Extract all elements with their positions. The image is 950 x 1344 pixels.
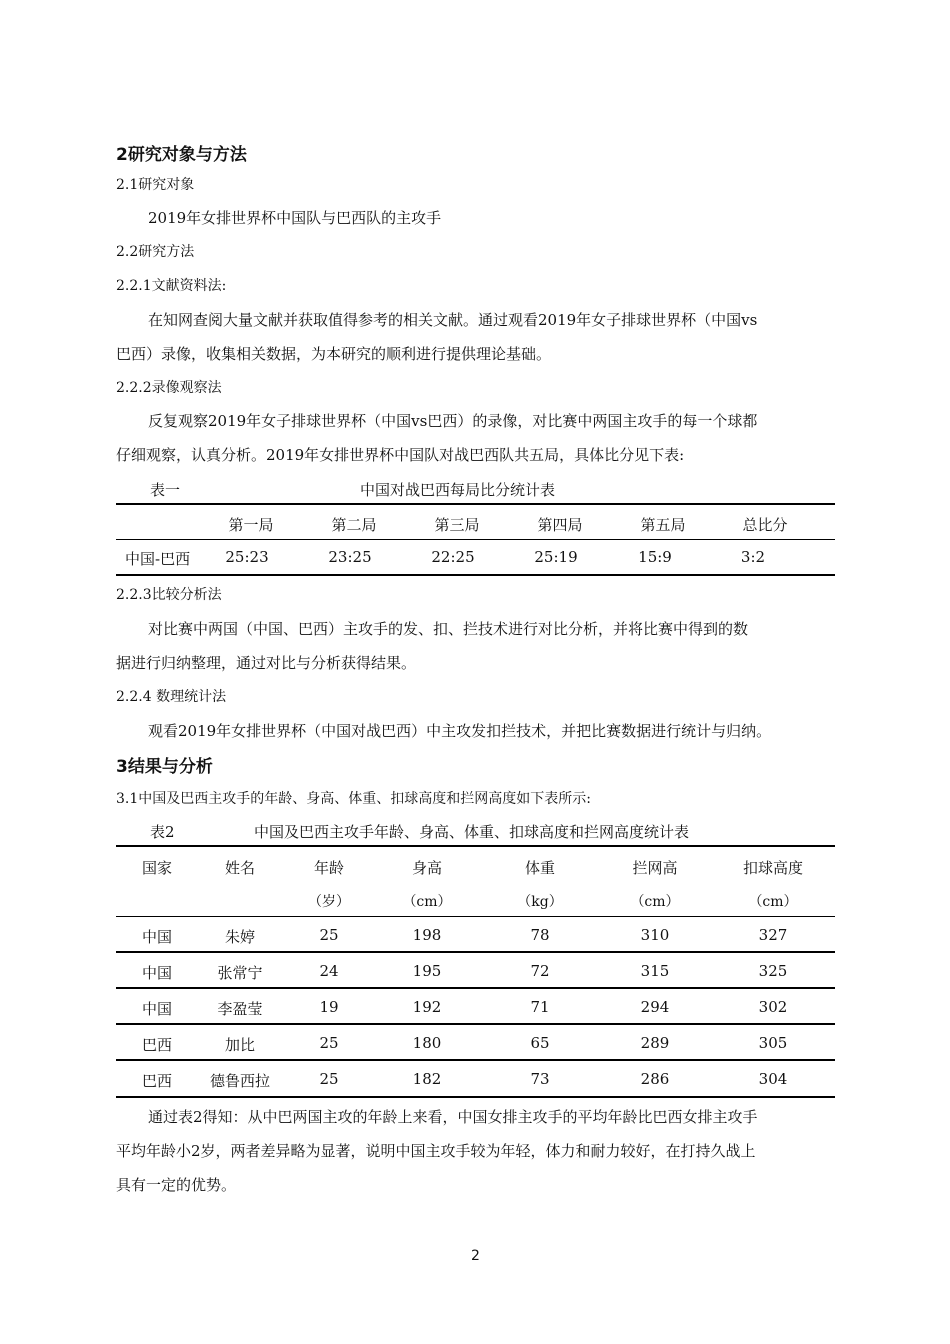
section-2-2-4-line1: 观看2019年女排世界杯（中国对战巴西）中主攻发扣拦技术，并把比赛数据进行统计与归纳。 <box>148 722 772 740</box>
table2-label: 表2 <box>150 823 175 841</box>
table1-cell-3: 22:25 <box>431 548 475 566</box>
table1-header-2: 第二局 <box>331 516 377 534</box>
table2-row5-name: 德鲁西拉 <box>209 1072 271 1090</box>
table2-row4-name: 加比 <box>224 1036 256 1054</box>
table2-row1-age: 25 <box>319 926 339 944</box>
section-2-2-1-line1: 在知网查阅大量文献并获取值得参考的相关文献。通过观看2019年女子排球世界杯（中国vs <box>148 311 758 329</box>
table1-header-6: 总比分 <box>742 516 788 534</box>
table2-row3-country: 中国 <box>141 1000 173 1018</box>
table2-row4-height: 180 <box>412 1034 442 1052</box>
table2-unit-age: （岁） <box>308 894 350 910</box>
table1-label: 表一 <box>150 481 181 499</box>
table2-header-spike: 扣球高度 <box>742 859 804 877</box>
table1-header-5: 第五局 <box>640 516 686 534</box>
table2-row4-country: 巴西 <box>141 1036 173 1054</box>
table2-unit-block: （cm） <box>630 894 680 910</box>
table1-cell-4: 25:19 <box>534 548 578 566</box>
table1-header-1: 第一局 <box>228 516 274 534</box>
section-2-1-text: 2019年女排世界杯中国队与巴西队的主攻手 <box>148 209 442 227</box>
table1-header-3: 第三局 <box>434 516 480 534</box>
table2-row2-country: 中国 <box>141 964 173 982</box>
table2-row3-height: 192 <box>412 998 442 1016</box>
table2-row2-block: 315 <box>640 962 670 980</box>
table2-unit-spike: （cm） <box>748 894 798 910</box>
table2-row4-weight: 65 <box>530 1034 550 1052</box>
section-2-title: 2研究对象与方法 <box>116 145 247 165</box>
table2-row5-age: 25 <box>319 1070 339 1088</box>
table2-top-rule <box>116 845 835 847</box>
conclusion-line3: 具有一定的优势。 <box>116 1176 237 1194</box>
section-2-2-3-line2: 据进行归纳整理，通过对比与分析获得结果。 <box>116 654 417 672</box>
table2-row1-block: 310 <box>640 926 670 944</box>
table2-header-country: 国家 <box>141 859 173 877</box>
page-number: 2 <box>471 1248 480 1264</box>
conclusion-line1: 通过表2得知：从中巴两国主攻的年龄上来看，中国女排主攻手的平均年龄比巴西女排主攻手 <box>148 1108 758 1126</box>
table2-row5-height: 182 <box>412 1070 442 1088</box>
table2-row5-country: 巴西 <box>141 1072 173 1090</box>
table1-title: 中国对战巴西每局比分统计表 <box>360 481 556 499</box>
section-2-2-3-line1: 对比赛中两国（中国、巴西）主攻手的发、扣、拦技术进行对比分析，并将比赛中得到的数 <box>148 620 749 638</box>
table2-row3-weight: 71 <box>530 998 550 1016</box>
table2-row5-spike: 304 <box>758 1070 788 1088</box>
section-2-2-3-heading: 2.2.3比较分析法 <box>116 587 222 603</box>
table2-header-age: 年龄 <box>313 859 345 877</box>
table2-row4-spike: 305 <box>758 1034 788 1052</box>
section-2-2-2-line2: 仔细观察，认真分析。2019年女排世界杯中国队对战巴西队共五局，具体比分见下表: <box>116 446 685 464</box>
table1-mid-rule <box>116 539 835 540</box>
table2-row1-weight: 78 <box>530 926 550 944</box>
section-2-2-1-heading: 2.2.1文献资料法: <box>116 278 227 294</box>
table1-top-rule <box>116 503 835 505</box>
section-2-2-1-line2: 巴西）录像，收集相关数据，为本研究的顺利进行提供理论基础。 <box>116 345 552 363</box>
section-2-2-2-heading: 2.2.2录像观察法 <box>116 380 222 396</box>
table2-unit-height: （cm） <box>402 894 452 910</box>
section-3-1-heading: 3.1中国及巴西主攻手的年龄、身高、体重、扣球高度和拦网高度如下表所示: <box>116 791 591 807</box>
table2-bottom-rule <box>116 1096 835 1098</box>
table2-row3-name: 李盈莹 <box>217 1000 263 1018</box>
table2-row5-weight: 73 <box>530 1070 550 1088</box>
table2-row2-spike: 325 <box>758 962 788 980</box>
section-2-2-4-heading: 2.2.4 数理统计法 <box>116 689 227 705</box>
table1-cell-2: 23:25 <box>328 548 372 566</box>
table2-row-rule <box>116 1059 835 1061</box>
table2-row3-block: 294 <box>640 998 670 1016</box>
table2-row3-age: 19 <box>319 998 339 1016</box>
table2-row1-height: 198 <box>412 926 442 944</box>
table2-row1-name: 朱婷 <box>224 928 256 946</box>
table2-row-rule <box>116 951 835 953</box>
section-3-title: 3结果与分析 <box>116 757 213 777</box>
table2-unit-weight: （kg） <box>517 894 563 910</box>
table1-header-4: 第四局 <box>537 516 583 534</box>
table2-header-weight: 体重 <box>524 859 556 877</box>
table2-row4-age: 25 <box>319 1034 339 1052</box>
table2-header-rule <box>116 916 835 917</box>
table2-row5-block: 286 <box>640 1070 670 1088</box>
table2-row4-block: 289 <box>640 1034 670 1052</box>
table2-header-block: 拦网高 <box>632 859 678 877</box>
table1-cell-1: 25:23 <box>225 548 269 566</box>
table2-row1-spike: 327 <box>758 926 788 944</box>
table2-row2-height: 195 <box>412 962 442 980</box>
table2-title: 中国及巴西主攻手年龄、身高、体重、扣球高度和拦网高度统计表 <box>254 823 690 841</box>
table2-row1-country: 中国 <box>141 928 173 946</box>
table2-row3-spike: 302 <box>758 998 788 1016</box>
table2-header-height: 身高 <box>411 859 443 877</box>
section-2-2-2-line1: 反复观察2019年女子排球世界杯（中国vs巴西）的录像，对比赛中两国主攻手的每一个球都 <box>148 412 758 430</box>
table2-row2-weight: 72 <box>530 962 550 980</box>
table1-cell-6: 3:2 <box>740 548 766 566</box>
table2-row-rule <box>116 987 835 989</box>
table2-row2-age: 24 <box>319 962 339 980</box>
table2-header-name: 姓名 <box>224 859 256 877</box>
conclusion-line2: 平均年龄小2岁，两者差异略为显著，说明中国主攻手较为年轻，体力和耐力较好，在打持久战上 <box>116 1142 756 1160</box>
table2-row-rule <box>116 1023 835 1025</box>
section-2-2-heading: 2.2研究方法 <box>116 244 195 260</box>
table1-cell-5: 15:9 <box>638 548 672 566</box>
table2-row2-name: 张常宁 <box>217 964 263 982</box>
table1-row-name: 中国-巴西 <box>125 550 191 568</box>
table1-bottom-rule <box>116 574 835 576</box>
section-2-1-heading: 2.1研究对象 <box>116 177 195 193</box>
